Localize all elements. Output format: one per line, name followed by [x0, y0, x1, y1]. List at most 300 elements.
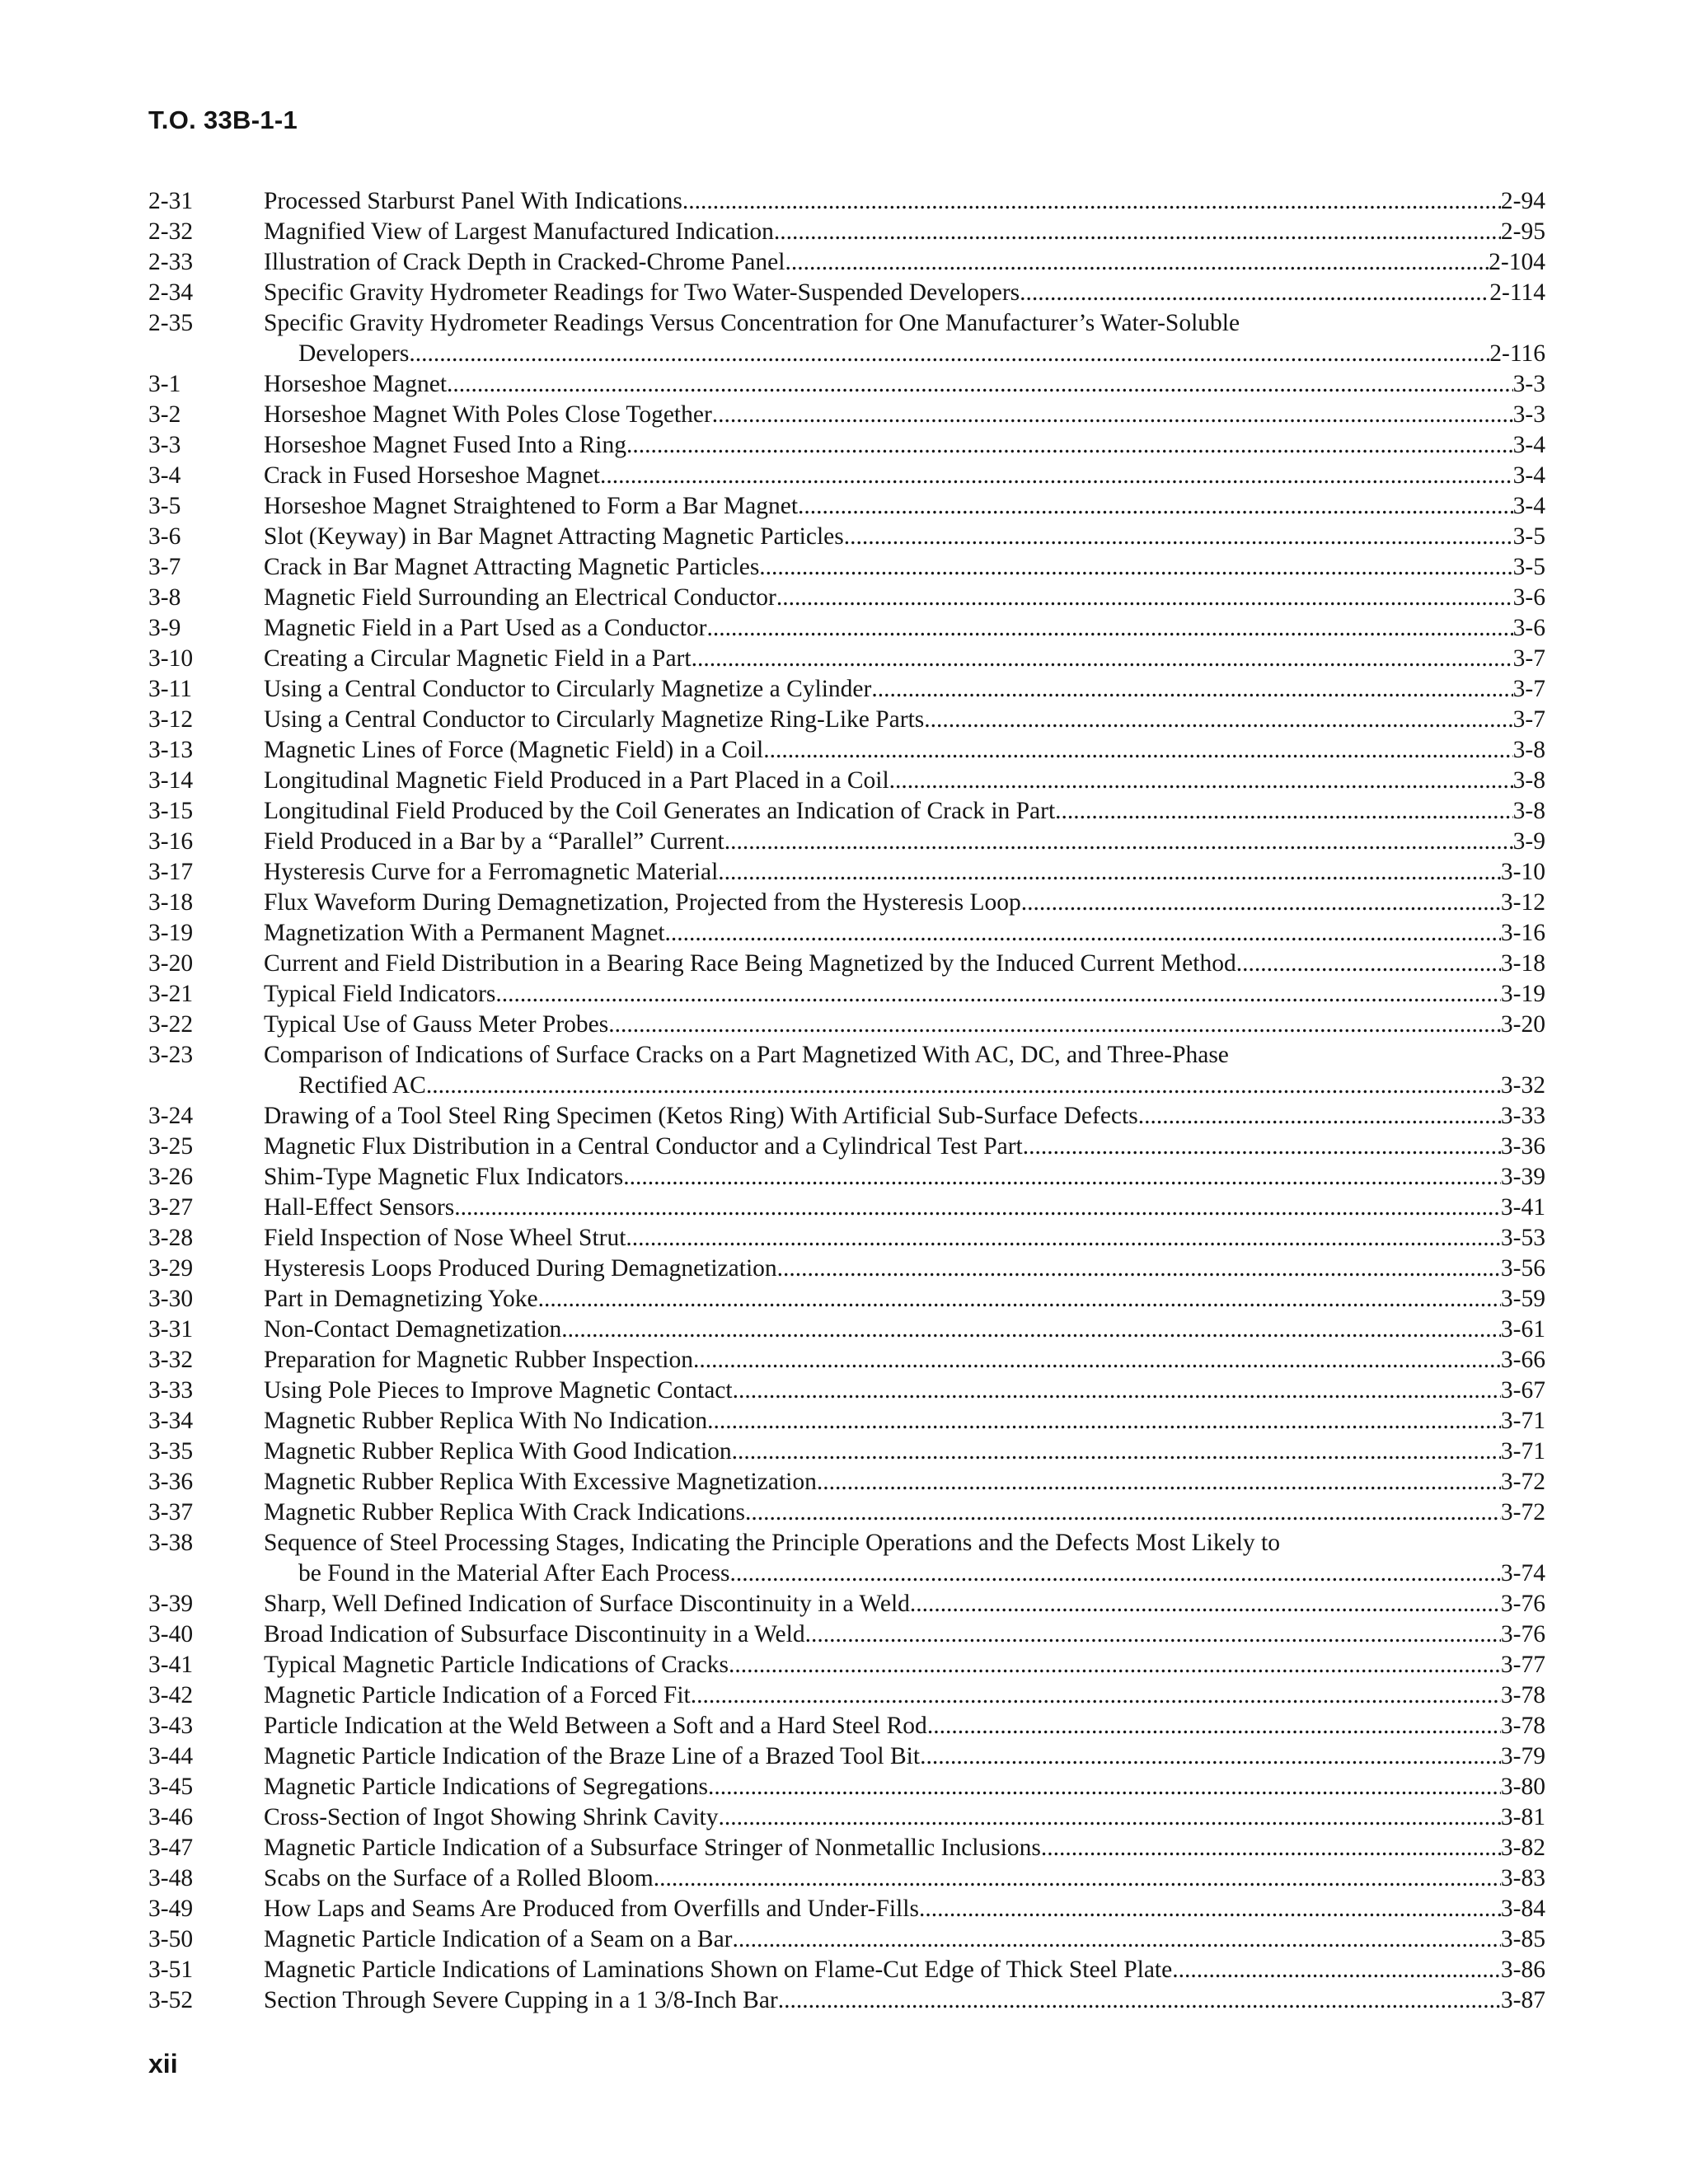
- dot-leader: [654, 1863, 1501, 1894]
- figure-title: Shim-Type Magnetic Flux Indicators: [264, 1164, 624, 1190]
- dot-leader: [426, 1071, 1501, 1101]
- dot-leader: [759, 552, 1512, 583]
- list-item: [148, 1680, 1545, 1711]
- figure-title-continued: Rectified AC: [298, 1072, 426, 1099]
- list-item: [148, 1040, 1545, 1101]
- figure-number: 3-38: [148, 1530, 194, 1556]
- list-item: [148, 1406, 1545, 1436]
- dot-leader: [623, 1162, 1501, 1193]
- list-item: [148, 888, 1545, 918]
- dot-leader: [776, 583, 1513, 613]
- figure-title: Magnetic Rubber Replica With Excessive Magnetization: [264, 1469, 817, 1495]
- page-reference: 3-20: [1500, 1011, 1545, 1038]
- page-reference: 3-19: [1500, 981, 1545, 1007]
- figure-number: 3-20: [148, 950, 194, 977]
- figure-entry-body: [264, 1833, 1545, 1863]
- figure-title: Horseshoe Magnet Straightened to Form a Bar Magnet: [264, 493, 799, 519]
- dot-leader: [777, 1254, 1501, 1284]
- figure-entry-body: [264, 400, 1545, 430]
- figure-number: 3-22: [148, 1011, 194, 1038]
- dot-leader: [798, 491, 1513, 522]
- page-reference: 3-6: [1512, 615, 1545, 641]
- list-item: [148, 552, 1545, 583]
- page-reference: 3-78: [1500, 1682, 1545, 1708]
- figure-number: 3-17: [148, 859, 194, 885]
- figure-entry-body: [264, 247, 1545, 278]
- list-item: [148, 1955, 1545, 1985]
- list-item: [148, 1223, 1545, 1254]
- figure-title: Crack in Bar Magnet Attracting Magnetic Particles: [264, 554, 760, 580]
- list-item: [148, 217, 1545, 247]
- list-item: [148, 461, 1545, 491]
- dot-leader: [1172, 1955, 1501, 1985]
- page-reference: 3-59: [1500, 1286, 1545, 1312]
- dot-leader: [889, 766, 1513, 796]
- figure-title: Typical Use of Gauss Meter Probes: [264, 1011, 609, 1038]
- figure-entry-body: [264, 278, 1545, 308]
- figure-entry-body: [264, 1863, 1545, 1894]
- page-reference: 3-67: [1500, 1377, 1545, 1404]
- list-item: [148, 1284, 1545, 1315]
- figure-number: 3-12: [148, 706, 194, 733]
- page-reference: 3-9: [1512, 828, 1545, 855]
- list-item: [148, 1650, 1545, 1680]
- figure-title: Magnetic Rubber Replica With Good Indication: [264, 1438, 732, 1465]
- figure-entry-body: [264, 644, 1545, 674]
- figure-number: 3-8: [148, 584, 181, 611]
- list-item: [148, 583, 1545, 613]
- dot-leader: [600, 461, 1513, 491]
- figure-title: Flux Waveform During Demagnetization, Projected from the Hysteresis Loop: [264, 889, 1021, 916]
- figure-entry-body: [264, 613, 1545, 644]
- figure-title: Magnetic Field in a Part Used as a Conductor: [264, 615, 707, 641]
- list-item: [148, 186, 1545, 217]
- figure-entry-body: [264, 1315, 1545, 1345]
- figure-title: Hysteresis Loops Produced During Demagnetization: [264, 1255, 777, 1282]
- figure-title: Preparation for Magnetic Rubber Inspection: [264, 1347, 694, 1373]
- figure-title: Magnetic Particle Indication of a Subsurface Stringer of Nonmetallic Inclusions: [264, 1835, 1041, 1861]
- list-item: [148, 1772, 1545, 1802]
- figure-entry-body: [264, 1040, 1545, 1101]
- dot-leader: [774, 217, 1501, 247]
- list-item: [148, 1741, 1545, 1772]
- figure-entry-body: [264, 827, 1545, 857]
- list-item: [148, 1833, 1545, 1863]
- figure-entry-body: [264, 735, 1545, 766]
- figure-number: 3-23: [148, 1042, 194, 1068]
- figure-entry-body: [264, 1345, 1545, 1376]
- figure-title: Horseshoe Magnet With Poles Close Together: [264, 401, 712, 428]
- figure-title: Magnetic Field Surrounding an Electrical Conductor: [264, 584, 776, 611]
- figure-entry-body: [264, 1284, 1545, 1315]
- figure-title: Field Produced in a Bar by a “Parallel” Current: [264, 828, 724, 855]
- list-item: [148, 1589, 1545, 1619]
- dot-leader: [1021, 888, 1501, 918]
- dot-leader: [447, 369, 1513, 400]
- dot-leader: [1020, 278, 1489, 308]
- page-reference: 3-4: [1512, 493, 1545, 519]
- figure-entry-body: [264, 1436, 1545, 1467]
- figure-number: 3-10: [148, 645, 194, 672]
- dot-leader: [745, 1497, 1501, 1528]
- list-of-illustrations: [148, 186, 1545, 2016]
- page-reference: 3-18: [1500, 950, 1545, 977]
- list-item: [148, 735, 1545, 766]
- figure-entry-body: [264, 1741, 1545, 1772]
- figure-entry-body: [264, 1406, 1545, 1436]
- figure-title: Particle Indication at the Weld Between a Soft and a Hard Steel Rod: [264, 1713, 927, 1739]
- page-reference: 3-32: [1500, 1072, 1545, 1099]
- list-item: [148, 1528, 1545, 1589]
- list-item: [148, 1345, 1545, 1376]
- dot-leader: [718, 857, 1501, 888]
- dot-leader: [729, 1650, 1501, 1680]
- page-reference: 3-71: [1500, 1408, 1545, 1434]
- dot-leader: [1023, 1132, 1501, 1162]
- figure-entry-body: [264, 186, 1545, 217]
- page-reference: 3-72: [1500, 1469, 1545, 1495]
- figure-title: Scabs on the Surface of a Rolled Bloom: [264, 1865, 654, 1891]
- figure-number: 3-3: [148, 432, 181, 458]
- list-item: [148, 1010, 1545, 1040]
- figure-number: 3-42: [148, 1682, 194, 1708]
- figure-number: 3-46: [148, 1804, 194, 1830]
- page-reference: 3-66: [1500, 1347, 1545, 1373]
- document-id-header: T.O. 33B-1-1: [148, 105, 298, 134]
- figure-title: Longitudinal Field Produced by the Coil Generates an Indication of Crack in Part: [264, 798, 1056, 824]
- figure-entry-body: [264, 918, 1545, 949]
- page-reference: 3-71: [1500, 1438, 1545, 1465]
- dot-leader: [763, 735, 1512, 766]
- figure-number: 3-1: [148, 371, 181, 397]
- figure-number: 3-39: [148, 1591, 194, 1617]
- list-item: [148, 278, 1545, 308]
- figure-entry-body: [264, 461, 1545, 491]
- page-reference: 3-4: [1512, 432, 1545, 458]
- page-reference: 2-114: [1489, 279, 1545, 306]
- figure-entry-body: [264, 1802, 1545, 1833]
- page-reference: 3-33: [1500, 1103, 1545, 1129]
- figure-title: Magnetic Rubber Replica With Crack Indications: [264, 1499, 746, 1526]
- list-item: [148, 918, 1545, 949]
- list-item: [148, 857, 1545, 888]
- page-reference: 3-16: [1500, 920, 1545, 946]
- list-item: [148, 979, 1545, 1010]
- figure-title: Magnified View of Largest Manufactured Indication: [264, 218, 774, 245]
- figure-entry-body: [264, 1650, 1545, 1680]
- figure-title: Field Inspection of Nose Wheel Strut: [264, 1225, 626, 1251]
- dot-leader: [1236, 949, 1501, 979]
- page-reference: 3-7: [1512, 676, 1545, 702]
- page-reference: 3-8: [1512, 737, 1545, 763]
- figure-title: Magnetic Lines of Force (Magnetic Field) in a Coil: [264, 737, 764, 763]
- figure-title: Non-Contact Demagnetization: [264, 1316, 562, 1343]
- figure-number: 3-14: [148, 767, 194, 794]
- list-item: [148, 247, 1545, 278]
- list-item: [148, 1101, 1545, 1132]
- dot-leader: [733, 1924, 1501, 1955]
- list-item: [148, 1985, 1545, 2016]
- figure-number: 2-33: [148, 249, 194, 275]
- figure-entry-body: [264, 1680, 1545, 1711]
- dot-leader: [724, 827, 1513, 857]
- figure-entry-body: [264, 1985, 1545, 2016]
- figure-number: 3-31: [148, 1316, 194, 1343]
- list-item: [148, 796, 1545, 827]
- figure-entry-body: [264, 308, 1545, 369]
- figure-entry-body: [264, 1010, 1545, 1040]
- figure-entry-body: [264, 1467, 1545, 1497]
- list-item: [148, 827, 1545, 857]
- figure-number: 3-25: [148, 1133, 194, 1160]
- page-reference: 2-104: [1489, 249, 1545, 275]
- figure-title: Slot (Keyway) in Bar Magnet Attracting Magnetic Particles: [264, 523, 844, 550]
- figure-title: Specific Gravity Hydrometer Readings for Two Water-Suspended Developers: [264, 279, 1020, 306]
- list-item: [148, 1254, 1545, 1284]
- page-reference: 3-6: [1512, 584, 1545, 611]
- figure-entry-body: [264, 1589, 1545, 1619]
- figure-title: Typical Magnetic Particle Indications of Cracks: [264, 1652, 729, 1678]
- figure-entry-body: [264, 1924, 1545, 1955]
- figure-title-continued: be Found in the Material After Each Process: [298, 1560, 730, 1586]
- figure-number: 3-44: [148, 1743, 194, 1769]
- figure-entry-body: [264, 522, 1545, 552]
- figure-title: Crack in Fused Horseshoe Magnet: [264, 462, 601, 489]
- dot-leader: [844, 522, 1513, 552]
- figure-number: 3-11: [148, 676, 192, 702]
- list-item: [148, 1162, 1545, 1193]
- figure-number: 3-24: [148, 1103, 194, 1129]
- dot-leader: [1138, 1101, 1501, 1132]
- figure-number: 3-36: [148, 1469, 194, 1495]
- page-reference: 3-3: [1512, 371, 1545, 397]
- figure-entry-body: [264, 1376, 1545, 1406]
- page-reference: 2-95: [1500, 218, 1545, 245]
- page-reference: 3-5: [1512, 523, 1545, 550]
- figure-number: 3-30: [148, 1286, 194, 1312]
- list-item: [148, 1497, 1545, 1528]
- dot-leader: [1055, 796, 1513, 827]
- figure-title: Illustration of Crack Depth in Cracked-Chrome Panel: [264, 249, 785, 275]
- figure-number: 2-35: [148, 310, 194, 336]
- list-item: [148, 1924, 1545, 1955]
- list-item: [148, 644, 1545, 674]
- dot-leader: [729, 1558, 1500, 1589]
- page-reference: 3-76: [1500, 1591, 1545, 1617]
- list-item: [148, 1802, 1545, 1833]
- figure-number: 3-45: [148, 1774, 194, 1800]
- figure-title: Specific Gravity Hydrometer Readings Versus Concentration for One Manufacturer’s Water-Soluble: [264, 310, 1240, 336]
- figure-number: 3-26: [148, 1164, 194, 1190]
- list-item: [148, 613, 1545, 644]
- list-item: [148, 491, 1545, 522]
- page-reference: 3-39: [1500, 1164, 1545, 1190]
- figure-title: Creating a Circular Magnetic Field in a Part: [264, 645, 692, 672]
- dot-leader: [924, 705, 1512, 735]
- figure-entry-body: [264, 766, 1545, 796]
- figure-number: 3-52: [148, 1987, 194, 2013]
- figure-entry-body: [264, 430, 1545, 461]
- figure-title: Longitudinal Magnetic Field Produced in a Part Placed in a Coil: [264, 767, 889, 794]
- figure-entry-body: [264, 949, 1545, 979]
- dot-leader: [919, 1894, 1501, 1924]
- figure-entry-body: [264, 369, 1545, 400]
- figure-entry-body: [264, 1955, 1545, 1985]
- dot-leader: [733, 1376, 1501, 1406]
- dot-leader: [708, 1772, 1501, 1802]
- page-reference: 3-80: [1500, 1774, 1545, 1800]
- figure-title: Section Through Severe Cupping in a 1 3/8-Inch Bar: [264, 1987, 778, 2013]
- figure-number: 3-4: [148, 462, 181, 489]
- figure-number: 3-29: [148, 1255, 194, 1282]
- figure-title: Magnetic Particle Indications of Segregations: [264, 1774, 709, 1800]
- figure-entry-body: [264, 1894, 1545, 1924]
- figure-entry-body: [264, 1619, 1545, 1650]
- dot-leader: [785, 247, 1489, 278]
- figure-entry-body: [264, 1497, 1545, 1528]
- figure-entry-body: [264, 1132, 1545, 1162]
- figure-entry-body: [264, 552, 1545, 583]
- figure-title: Hall-Effect Sensors: [264, 1194, 455, 1221]
- list-item: [148, 1132, 1545, 1162]
- figure-number: 2-31: [148, 188, 194, 214]
- figure-title: Processed Starburst Panel With Indications: [264, 188, 682, 214]
- dot-leader: [871, 674, 1512, 705]
- figure-number: 3-47: [148, 1835, 194, 1861]
- figure-number: 3-48: [148, 1865, 194, 1891]
- figure-title: Using a Central Conductor to Circularly Magnetize Ring-Like Parts: [264, 706, 925, 733]
- figure-entry-body: [264, 1711, 1545, 1741]
- list-item: [148, 1376, 1545, 1406]
- list-item: [148, 1193, 1545, 1223]
- figure-number: 2-34: [148, 279, 194, 306]
- page-reference: 3-8: [1512, 798, 1545, 824]
- list-item: [148, 1315, 1545, 1345]
- figure-number: 3-51: [148, 1957, 194, 1983]
- figure-title-continued: Developers: [298, 340, 410, 367]
- figure-title: Magnetic Rubber Replica With No Indication: [264, 1408, 708, 1434]
- list-item: [148, 1894, 1545, 1924]
- list-item: [148, 1436, 1545, 1467]
- dot-leader: [910, 1589, 1501, 1619]
- list-item: [148, 1863, 1545, 1894]
- list-item: [148, 308, 1545, 369]
- dot-leader: [692, 644, 1513, 674]
- list-item: [148, 766, 1545, 796]
- list-item: [148, 674, 1545, 705]
- page-reference: 2-94: [1500, 188, 1545, 214]
- figure-number: 3-13: [148, 737, 194, 763]
- figure-entry-body: [264, 1193, 1545, 1223]
- list-item: [148, 1711, 1545, 1741]
- page-reference: 3-77: [1500, 1652, 1545, 1678]
- figure-entry-body: [264, 217, 1545, 247]
- page-reference: 3-87: [1500, 1987, 1545, 2013]
- dot-leader: [732, 1436, 1501, 1467]
- figure-title: Broad Indication of Subsurface Discontinuity in a Weld: [264, 1621, 805, 1647]
- page-reference: 3-3: [1512, 401, 1545, 428]
- dot-leader: [927, 1711, 1501, 1741]
- figure-number: 3-19: [148, 920, 194, 946]
- figure-number: 3-27: [148, 1194, 194, 1221]
- dot-leader: [718, 1802, 1500, 1833]
- dot-leader: [707, 1406, 1501, 1436]
- figure-title: Drawing of a Tool Steel Ring Specimen (Ketos Ring) With Artificial Sub-Surface Defects: [264, 1103, 1138, 1129]
- figure-entry-body: [264, 888, 1545, 918]
- dot-leader: [626, 1223, 1501, 1254]
- list-item: [148, 522, 1545, 552]
- page-reference: 3-8: [1512, 767, 1545, 794]
- page-reference: 3-85: [1500, 1926, 1545, 1952]
- figure-number: 3-41: [148, 1652, 194, 1678]
- dot-leader: [626, 430, 1513, 461]
- figure-title: Using a Central Conductor to Circularly Magnetize a Cylinder: [264, 676, 872, 702]
- page-reference: 3-4: [1512, 462, 1545, 489]
- page-reference: 3-5: [1512, 554, 1545, 580]
- figure-entry-body: [264, 674, 1545, 705]
- figure-number: 3-43: [148, 1713, 194, 1739]
- dot-leader: [1041, 1833, 1501, 1863]
- figure-number: 3-34: [148, 1408, 194, 1434]
- figure-number: 3-50: [148, 1926, 194, 1952]
- page-reference: 3-41: [1500, 1194, 1545, 1221]
- figure-title: Comparison of Indications of Surface Cracks on a Part Magnetized With AC, DC, and Three-Phase: [264, 1042, 1229, 1068]
- dot-leader: [561, 1315, 1501, 1345]
- figure-title: Magnetization With a Permanent Magnet: [264, 920, 665, 946]
- figure-entry-body: [264, 1101, 1545, 1132]
- figure-number: 2-32: [148, 218, 194, 245]
- figure-title: Magnetic Flux Distribution in a Central Conductor and a Cylindrical Test Part: [264, 1133, 1023, 1160]
- page-reference: 3-10: [1500, 859, 1545, 885]
- page-reference: 3-72: [1500, 1499, 1545, 1526]
- figure-title: Sharp, Well Defined Indication of Surface Discontinuity in a Weld: [264, 1591, 910, 1617]
- figure-number: 3-49: [148, 1896, 194, 1922]
- figure-title: Magnetic Particle Indications of Laminations Shown on Flame-Cut Edge of Thick Steel Plate: [264, 1957, 1173, 1983]
- figure-entry-body: [264, 1162, 1545, 1193]
- page-reference: 3-82: [1500, 1835, 1545, 1861]
- figure-entry-body: [264, 979, 1545, 1010]
- dot-leader: [538, 1284, 1501, 1315]
- page-reference: 3-86: [1500, 1957, 1545, 1983]
- page-number: xii: [148, 2049, 178, 2079]
- figure-title: Magnetic Particle Indication of a Forced Fit: [264, 1682, 691, 1708]
- page-reference: 3-83: [1500, 1865, 1545, 1891]
- figure-entry-body: [264, 796, 1545, 827]
- figure-title: Sequence of Steel Processing Stages, Indicating the Principle Operations and the Defects Most Likely to: [264, 1530, 1280, 1556]
- dot-leader: [805, 1619, 1501, 1650]
- list-item: [148, 705, 1545, 735]
- dot-leader: [706, 613, 1512, 644]
- dot-leader: [693, 1345, 1501, 1376]
- page-reference: 2-116: [1489, 340, 1545, 367]
- figure-title: Horseshoe Magnet: [264, 371, 448, 397]
- figure-number: 3-28: [148, 1225, 194, 1251]
- figure-entry-body: [264, 705, 1545, 735]
- page-reference: 3-76: [1500, 1621, 1545, 1647]
- page-reference: 3-53: [1500, 1225, 1545, 1251]
- figure-title: Typical Field Indicators: [264, 981, 496, 1007]
- figure-title: Horseshoe Magnet Fused Into a Ring: [264, 432, 626, 458]
- dot-leader: [817, 1467, 1501, 1497]
- page-reference: 3-36: [1500, 1133, 1545, 1160]
- dot-leader: [778, 1985, 1501, 2016]
- figure-number: 3-5: [148, 493, 181, 519]
- figure-title: Hysteresis Curve for a Ferromagnetic Material: [264, 859, 719, 885]
- page-reference: 3-56: [1500, 1255, 1545, 1282]
- figure-number: 3-32: [148, 1347, 194, 1373]
- dot-leader: [454, 1193, 1501, 1223]
- page-reference: 3-7: [1512, 706, 1545, 733]
